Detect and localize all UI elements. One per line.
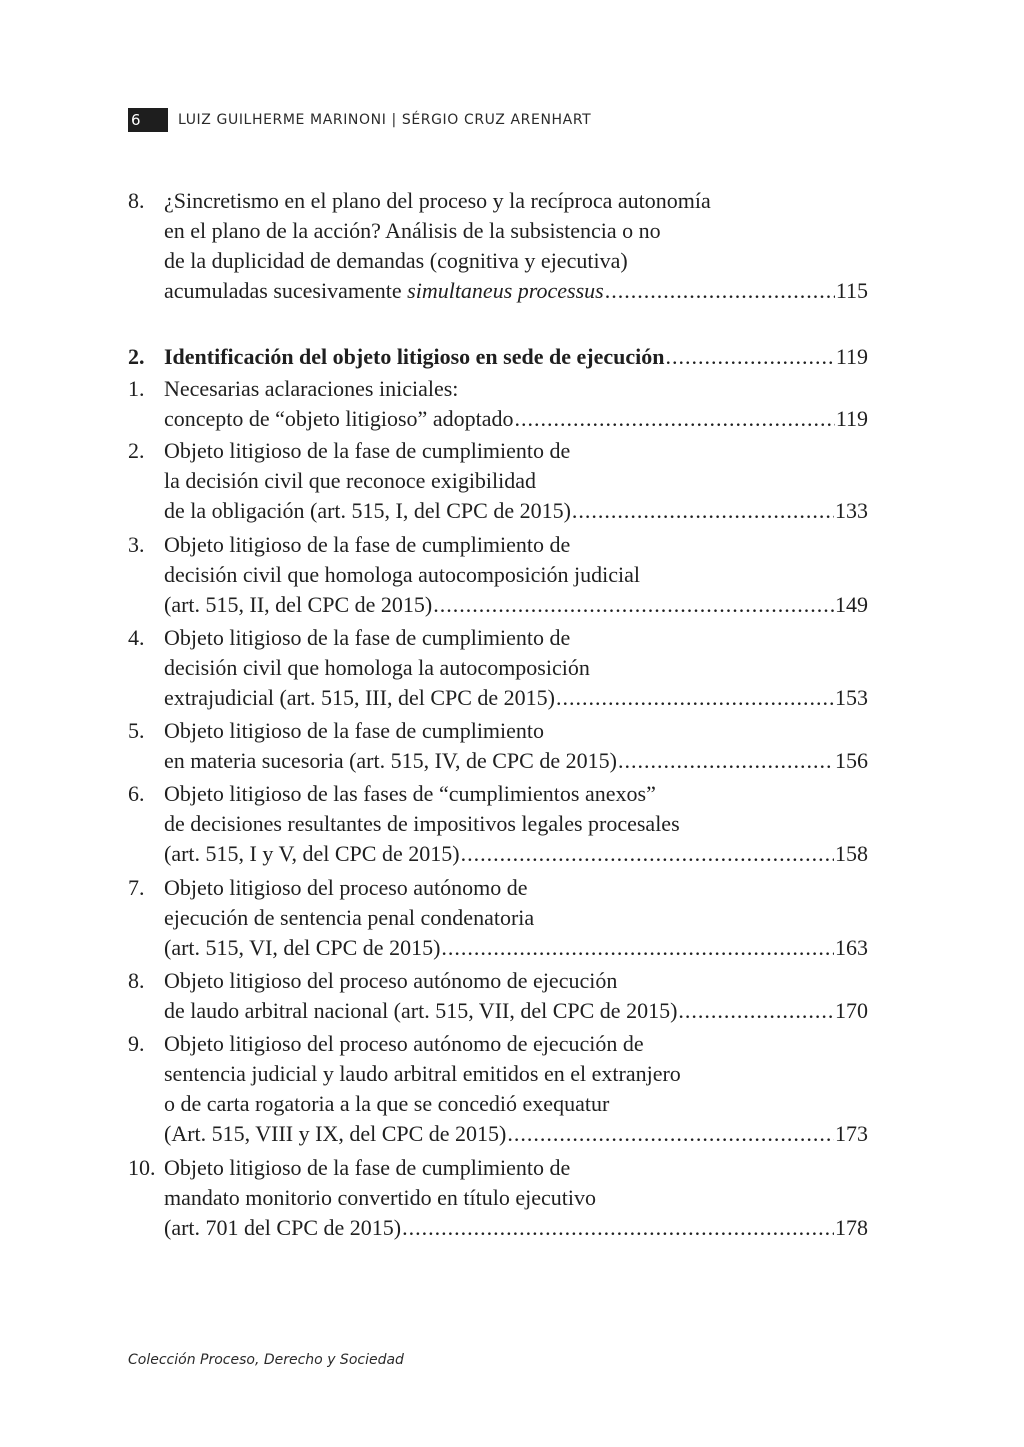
toc-entry-line: sentencia judicial y laudo arbitral emitidos en el extranjero: [164, 1061, 681, 1086]
toc-entry-body: [164, 186, 868, 306]
toc-entry-number: 10.: [128, 1155, 156, 1180]
toc-dot-leader: [556, 683, 834, 713]
toc-dot-leader: [441, 933, 834, 963]
toc-entry-body: [164, 342, 868, 372]
toc-entry-title: [164, 276, 604, 306]
page-number: 6: [128, 108, 168, 132]
toc-entry-title-text: (art. 515, II, del CPC de 2015): [164, 592, 433, 617]
toc-entry-body: [164, 436, 868, 526]
toc-dot-leader: [433, 590, 834, 620]
toc-entry-line: Objeto litigioso de la fase de cumplimiento de: [164, 1155, 571, 1180]
toc-entry: [128, 186, 868, 306]
toc-entry-line: Objeto litigioso de la fase de cumplimiento de: [164, 438, 571, 463]
toc-entry-line: Objeto litigioso del proceso autónomo de ejecución de: [164, 1031, 644, 1056]
toc-entry-title-text: concepto de “objeto litigioso” adoptado: [164, 406, 514, 431]
toc-entry-line: Objeto litigioso de la fase de cumplimiento de: [164, 625, 571, 650]
toc-entry-title: [164, 1119, 506, 1149]
toc-page-number: 173: [835, 1121, 868, 1146]
toc-entry-title-text: (art. 515, I y V, del CPC de 2015): [164, 841, 460, 866]
toc-entry-last-line: [164, 746, 868, 776]
toc-entry-title: [164, 496, 571, 526]
toc-entry-number: 5.: [128, 718, 145, 743]
toc-entry: [128, 1029, 868, 1149]
toc-entry-title-text: (art. 515, VI, del CPC de 2015): [164, 935, 441, 960]
toc-dot-leader: [665, 342, 834, 372]
toc-page-number: 163: [835, 935, 868, 960]
toc-entry-title: [164, 996, 677, 1026]
toc-dot-leader: [514, 404, 834, 434]
toc-entry-title-text: acumuladas sucesivamente: [164, 278, 402, 303]
toc-entry-body: [164, 1153, 868, 1243]
toc-entry-line: mandato monitorio convertido en título ejecutivo: [164, 1185, 596, 1210]
toc-entry-line: Objeto litigioso de la fase de cumplimiento de: [164, 532, 571, 557]
toc-page-number: 149: [835, 592, 868, 617]
toc-entry-title: [164, 1213, 401, 1243]
toc-dot-leader: [678, 996, 834, 1026]
toc-entry-number: 8.: [128, 188, 145, 213]
toc-entry-title-text: en materia sucesoria (art. 515, IV, de CPC de 2015): [164, 748, 617, 773]
toc-entry-body: [164, 530, 868, 620]
collection-footer: Colección Proceso, Derecho y Sociedad: [128, 1352, 404, 1368]
toc-entry-number: 9.: [128, 1031, 145, 1056]
toc-entry-body: [164, 873, 868, 963]
toc-entry-body: [164, 1029, 868, 1149]
toc-page-number: 133: [835, 498, 868, 523]
toc-entry: [128, 873, 868, 963]
toc-entry: [128, 436, 868, 526]
toc-entry-line: decisión civil que homologa la autocomposición: [164, 655, 590, 680]
toc-entry-title: [164, 683, 555, 713]
toc-entry-number: 8.: [128, 968, 145, 993]
toc-entry-last-line: [164, 342, 868, 372]
toc-page-number: 158: [835, 841, 868, 866]
toc-entry-line: de la duplicidad de demandas (cognitiva y ejecutiva): [164, 248, 628, 273]
toc-entry-last-line: [164, 1213, 868, 1243]
toc-entry-title: [164, 746, 617, 776]
toc-dot-leader: [461, 839, 834, 869]
toc-entry-number: 4.: [128, 625, 145, 650]
toc-entry-line: en el plano de la acción? Análisis de la subsistencia o no: [164, 218, 661, 243]
toc-entry-last-line: [164, 683, 868, 713]
toc-entry: [128, 623, 868, 713]
toc-entry-last-line: [164, 933, 868, 963]
toc-entry-title: [164, 839, 460, 869]
running-header: [128, 108, 591, 132]
toc-entry-last-line: [164, 839, 868, 869]
toc-dot-leader: [402, 1213, 834, 1243]
toc-entry-number: 3.: [128, 532, 145, 557]
toc-entry-last-line: [164, 996, 868, 1026]
toc-dot-leader: [605, 276, 835, 306]
toc-entry-line: Objeto litigioso del proceso autónomo de: [164, 875, 528, 900]
toc-entry-line: o de carta rogatoria a la que se concedió exequatur: [164, 1091, 610, 1116]
toc-entry-title: [164, 933, 440, 963]
toc-page-number: 119: [835, 406, 868, 431]
toc-entry: [128, 1153, 868, 1243]
toc-dot-leader: [572, 496, 834, 526]
toc-entry-title-text: de la obligación (art. 515, I, del CPC de 2015): [164, 498, 571, 523]
toc-entry-body: [164, 966, 868, 1026]
toc-entry-last-line: [164, 276, 868, 306]
toc-entry-line: Objeto litigioso del proceso autónomo de ejecución: [164, 968, 618, 993]
toc-entry-number: 7.: [128, 875, 145, 900]
toc-entry-line: decisión civil que homologa autocomposición judicial: [164, 562, 640, 587]
toc-entry-line: la decisión civil que reconoce exigibilidad: [164, 468, 537, 493]
toc-page-number: 153: [835, 685, 868, 710]
toc-entry-title-text: (art. 701 del CPC de 2015): [164, 1215, 402, 1240]
toc-entry-line: Objeto litigioso de las fases de “cumplimientos anexos”: [164, 781, 656, 806]
toc-entry-number: 2.: [128, 344, 145, 369]
toc-entry-last-line: [164, 590, 868, 620]
toc-page-number: 115: [835, 278, 868, 303]
toc-entry-title-text: extrajudicial (art. 515, III, del CPC de 2015): [164, 685, 556, 710]
toc-page-number: 156: [835, 748, 868, 773]
toc-entry-last-line: [164, 404, 868, 434]
toc-dot-leader: [507, 1119, 834, 1149]
toc-entry-title: [164, 404, 513, 434]
toc-entry-last-line: [164, 496, 868, 526]
toc-entry-number: 1.: [128, 376, 145, 401]
toc-entry: [128, 716, 868, 776]
toc-dot-leader: [618, 746, 834, 776]
toc-entry-italic-text: simultaneus processus: [407, 278, 604, 303]
toc-entry-title: [164, 590, 432, 620]
toc-page-number: 178: [835, 1215, 868, 1240]
toc-page-number: 119: [835, 344, 868, 369]
toc-entry-number: 6.: [128, 781, 145, 806]
toc-entry: [128, 342, 868, 372]
toc-entry-title-text: (Art. 515, VIII y IX, del CPC de 2015): [164, 1121, 507, 1146]
toc-entry-line: ¿Sincretismo en el plano del proceso y la recíproca autonomía: [164, 188, 711, 213]
toc-page-number: 170: [835, 998, 868, 1023]
toc-entry: [128, 966, 868, 1026]
toc-entry-line: ejecución de sentencia penal condenatoria: [164, 905, 535, 930]
toc-entry-body: [164, 716, 868, 776]
toc-entry-line: de decisiones resultantes de impositivos legales procesales: [164, 811, 680, 836]
toc-entry-title-text: de laudo arbitral nacional (art. 515, VII, del CPC de 2015): [164, 998, 678, 1023]
toc-entry-body: [164, 623, 868, 713]
toc-entry: [128, 779, 868, 869]
toc-entry-body: [164, 374, 868, 434]
toc-entry-body: [164, 779, 868, 869]
toc-entry: [128, 374, 868, 434]
toc-entry-title-text: Identificación del objeto litigioso en sede de ejecución: [164, 344, 665, 369]
toc-entry: [128, 530, 868, 620]
toc-entry-number: 2.: [128, 438, 145, 463]
toc-entry-line: Necesarias aclaraciones iniciales:: [164, 376, 459, 401]
toc-entry-line: Objeto litigioso de la fase de cumplimiento: [164, 718, 545, 743]
toc-entry-last-line: [164, 1119, 868, 1149]
running-header-authors: LUIZ GUILHERME MARINONI | SÉRGIO CRUZ ARENHART: [178, 112, 592, 128]
toc-entry-title: [164, 342, 664, 372]
